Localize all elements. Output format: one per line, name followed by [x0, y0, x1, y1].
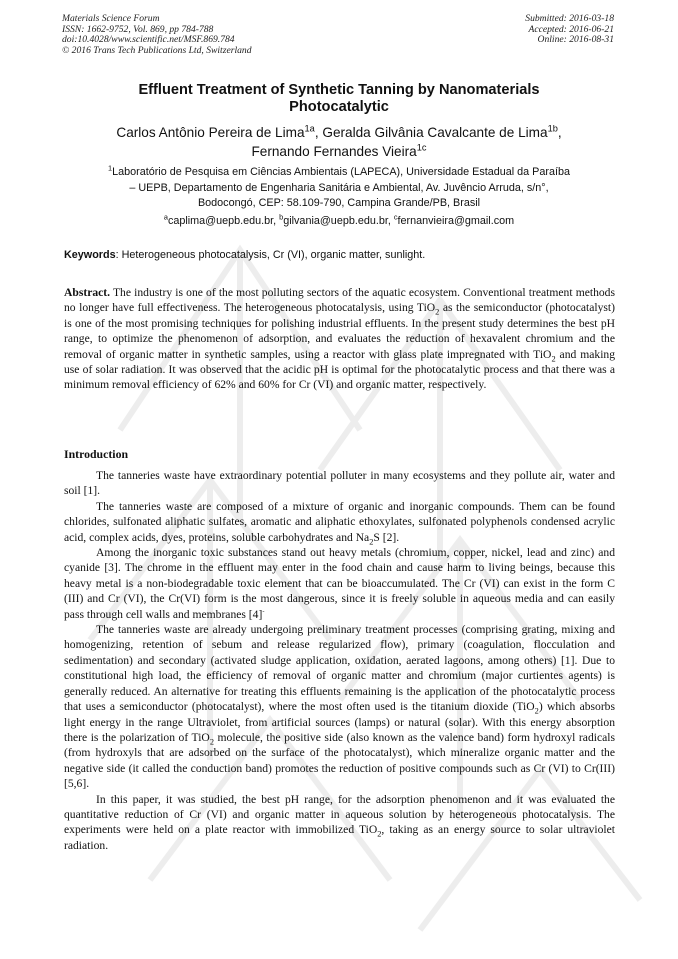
email-c-sup: c: [393, 212, 398, 222]
journal-name: Materials Science Forum: [62, 13, 160, 24]
affiliation-line-1: Laboratório de Pesquisa em Ciências Ambientais (LAPECA), Universidade Estadual da Paraíba: [112, 166, 570, 178]
title-line-1: Effluent Treatment of Synthetic Tanning by Nanomaterials: [138, 82, 540, 98]
journal-copyright: © 2016 Trans Tech Publications Ltd, Switzerland: [62, 44, 252, 56]
abstract-subscript: 2: [435, 307, 440, 317]
introduction-body: [64, 468, 615, 853]
author-list: [60, 123, 618, 161]
paragraph-text: molecule, the positive side (also known as the valence band) form hydroxyl radicals (from hydroxyls that are adsorbed on the surface of the photocatalyst), which mineralize organic matter and the negative side (it called the conduction band) promotes the reduction of positive compounds such as Cr (VI) to Cr(III) [5,6].: [64, 730, 615, 791]
paragraph-text: , taking as an energy source to solar ultraviolet radiation.: [64, 823, 615, 852]
abstract-text: and making use of solar radiation. It was observed that the acidic pH is optimal for the photocatalytic process and that there was a minimum removal efficiency of 62% and 60% for Cr (VI) and organic matter, respectively.: [64, 347, 616, 392]
paragraph-text: Among the inorganic toxic substances stand out heavy metals (chromium, copper, nickel, lead and zinc) and cyanide [3]. The chrome in the effluent may enter in the food chain and cause harm to living beings, because this heavy metal is a non-biodegradable toxic element that can be bioaccumulated. The Cr (VI) can exist in the form C (III) and Cr (VI), the Cr(VI) form is the most dangerous, since it is freely soluble in aqueous media and can easily pass through cell walls and membranes [4]: [64, 546, 615, 621]
superscript: -: [262, 607, 265, 615]
author-separator: ,: [557, 125, 562, 140]
paragraph-text: S [2].: [373, 530, 400, 544]
paper-title: [60, 82, 618, 116]
abstract: [64, 285, 615, 393]
journal-info: [62, 14, 252, 56]
author-3: Fernando Fernandes Vieira: [251, 144, 417, 159]
affiliation: [60, 165, 618, 212]
author-separator: ,: [314, 125, 323, 140]
author-2-sup: 1b: [547, 123, 558, 134]
affiliation-line-2: – UEPB, Departamento de Engenharia Sanitária e Ambiental, Av. Juvêncio Arruda, s/n°,: [129, 181, 549, 194]
email-a: caplima@uepb.edu.br,: [167, 215, 280, 227]
email-c: fernanvieira@gmail.com: [397, 215, 515, 227]
journal-issn: ISSN: 1662-9752, Vol. 869, pp 784-788: [62, 23, 214, 35]
intro-paragraph-3: [64, 545, 615, 622]
author-2: Geralda Gilvânia Cavalcante de Lima: [322, 125, 548, 140]
subscript: 2: [377, 829, 382, 839]
keywords-text: : Heterogeneous photocatalysis, Cr (VI), organic matter, sunlight.: [115, 249, 426, 261]
author-1-sup: 1a: [304, 123, 315, 134]
paragraph-text: The tanneries waste are composed of a mixture of organic and inorganic compounds. Them can be found chlorides, sulfonated aliphatic sulfates, aromatic and aliphatic ethoxylates, sulfonated polyphenols condensed acrylic acid, complex acids, dyes, proteins, soluble carbohydrates and Na: [64, 499, 615, 544]
abstract-text: The industry is one of the most polluting sectors of the aquatic ecosystem. Conventional treatment methods no longer have full effectiveness. The heterogeneous photocatalysis, using TiO: [64, 286, 615, 315]
email-b-sup: b: [279, 212, 284, 222]
journal-doi: doi:10.4028/www.scientific.net/MSF.869.784: [62, 34, 235, 46]
submitted-date: Submitted: 2016-03-18: [525, 13, 614, 24]
accepted-date: Accepted: 2016-06-21: [528, 23, 614, 35]
paragraph-text: ) which absorbs light energy in the range Ultraviolet, from artificial sources (lamps) or natural (solar). With this energy absorption there is the polarization of TiO: [64, 700, 615, 744]
keywords-label: Keywords: [64, 249, 116, 261]
affiliation-sup: 1: [108, 163, 113, 173]
paragraph-text: In this paper, it was studied, the best pH range, for the adsorption phenomenon and it was evaluated the quantitative reduction of Cr (VI) and organic matter in aqueous solution by heterogeneous photocatalysis. The experiments were held on a plate reactor with immobilized TiO: [64, 792, 615, 837]
keywords: [64, 248, 616, 263]
online-date: Online: 2016-08-31: [537, 34, 614, 46]
subscript: 2: [209, 737, 214, 747]
author-1: Carlos Antônio Pereira de Lima: [116, 125, 305, 140]
affiliation-line-3: Bodocongó, CEP: 58.109-790, Campina Grande/PB, Brasil: [197, 197, 481, 209]
abstract-subscript: 2: [551, 353, 556, 363]
author-emails: [60, 213, 618, 229]
paragraph-text: The tanneries waste have extraordinary potential polluter in many ecosystems and they pollute air, water and soil [1].: [64, 469, 615, 498]
author-3-sup: 1c: [416, 142, 427, 153]
section-heading-introduction: Introduction: [64, 447, 129, 461]
abstract-label: Abstract.: [64, 286, 111, 299]
subscript: 2: [369, 536, 374, 546]
intro-paragraph-4: [64, 622, 615, 791]
paragraph-text: The tanneries waste are already undergoing preliminary treatment processes (comprising grating, mixing and homogenizing, retention of sebum and release regularized flow), primary (coagulation, flocculation and sedimentation) and secondary (activated sludge application, oxidation, aerated lagoons, among others) [1]. Due to constitutional high load, the efficiency of removal of organic matter and chromium (major curtientes agents) is generally reduced. An alternative for treating this effluents remaining is the application of the photocatalytic process that uses a semiconductor (photocatalyst), where the most often used is the titanium dioxide (TiO: [64, 623, 615, 714]
email-a-sup: a: [163, 212, 168, 222]
title-line-2: Photocatalytic: [289, 99, 389, 115]
intro-paragraph-1: [64, 468, 615, 499]
email-b: gilvania@uepb.edu.br,: [283, 215, 394, 227]
intro-paragraph-5: [64, 792, 615, 854]
submission-dates: [525, 14, 614, 46]
abstract-text: as the semiconductor (photocatalyst) is one of the most promising techniques for polishing industrial effluents. In the present study determines the best pH range, to optimize the phenomenon of adsorption, and evaluates the reduction of hexavalent chromium and the removal of organic matter in synthetic samples, using a reactor with glass plate impregnated with TiO: [64, 301, 615, 361]
subscript: 2: [534, 706, 539, 716]
intro-paragraph-2: [64, 499, 615, 545]
